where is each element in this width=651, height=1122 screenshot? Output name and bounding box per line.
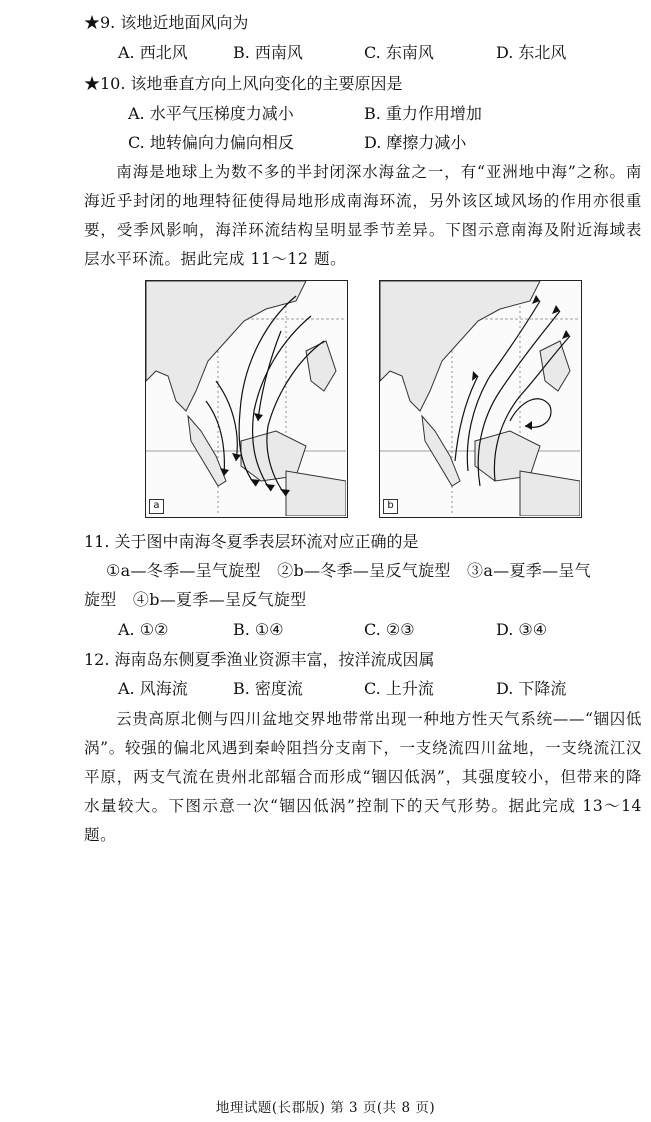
circulation-figure: [145, 280, 575, 518]
map-b-label: b: [383, 499, 398, 514]
q9-option-c[interactable]: C. 东南风: [364, 43, 434, 62]
passage-occluded-vortex: [84, 705, 642, 850]
q12-option-b[interactable]: B. 密度流: [233, 679, 303, 698]
map-a: [145, 280, 348, 518]
q9-option-b[interactable]: B. 西南风: [233, 43, 303, 62]
question-12-stem: 12. 海南岛东侧夏季渔业资源丰富，按洋流成因属: [84, 650, 435, 669]
passage-1-text: 南海是地球上为数不多的半封闭深水海盆之一，有“亚洲地中海”之称。南海近乎封闭的地理特征使得局地形成南海环流，另外该区域风场的作用亦很重要，受季风影响，海洋环流结构呈明显季节差异。下图示意南海及附近海域表层水平环流。据此完成 11～12 题。: [84, 163, 642, 268]
q10-option-b[interactable]: B. 重力作用增加: [364, 104, 482, 123]
q10-option-a[interactable]: A. 水平气压梯度力减小: [128, 104, 294, 123]
q10-option-d[interactable]: D. 摩擦力减小: [364, 133, 467, 152]
map-b: [379, 280, 582, 518]
q11-option-b[interactable]: B. ①④: [233, 620, 284, 639]
q11-option-a[interactable]: A. ①②: [118, 620, 169, 639]
q11-option-d[interactable]: D. ③④: [496, 620, 548, 639]
question-11-stem: 11. 关于图中南海冬夏季表层环流对应正确的是: [84, 532, 419, 551]
q9-option-d[interactable]: D. 东北风: [496, 43, 567, 62]
q10-option-c[interactable]: C. 地转偏向力偏向相反: [128, 133, 294, 152]
passage-south-china-sea: [84, 158, 642, 274]
map-a-graphic: [146, 281, 346, 516]
q12-option-c[interactable]: C. 上升流: [364, 679, 434, 698]
q12-option-d[interactable]: D. 下降流: [496, 679, 567, 698]
map-b-graphic: [380, 281, 580, 516]
q12-option-a[interactable]: A. 风海流: [118, 679, 188, 698]
question-10-stem: ★10. 该地垂直方向上风向变化的主要原因是: [84, 74, 403, 93]
q11-choices-line-2: 旋型 ④b—夏季—呈反气旋型: [84, 590, 307, 609]
q9-option-a[interactable]: A. 西北风: [118, 43, 188, 62]
q11-option-c[interactable]: C. ②③: [364, 620, 415, 639]
q11-choices-line-1: ①a—冬季—呈气旋型 ②b—冬季—呈反气旋型 ③a—夏季—呈气: [106, 561, 591, 580]
page-footer: 地理试题(长郡版) 第 3 页(共 8 页): [215, 1100, 436, 1116]
question-9-stem: ★9. 该地近地面风向为: [84, 13, 249, 32]
passage-2-text: 云贵高原北侧与四川盆地交界地带常出现一种地方性天气系统——“锢囚低涡”。较强的偏北风遇到秦岭阻挡分支南下，一支绕流四川盆地，一支绕流江汉平原，两支气流在贵州北部辐合而形成“锢囚低涡”，其强度较小，但带来的降水量较大。下图示意一次“锢囚低涡”控制下的天气形势。据此完成 13～14 题。: [84, 710, 642, 844]
map-a-label: a: [149, 499, 164, 514]
